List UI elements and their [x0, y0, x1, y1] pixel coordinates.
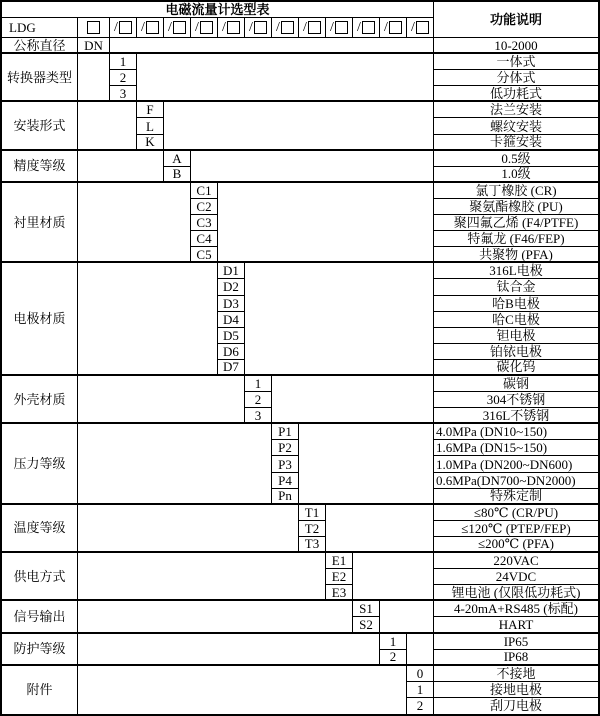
code-cell: T1 [299, 505, 326, 521]
checkbox-icon [146, 21, 159, 34]
code-cell: S1 [353, 601, 380, 617]
function-desc-cell: 24VDC [434, 569, 598, 585]
gap-cell [78, 102, 137, 150]
function-desc-cell: 聚氨酯橡胶 (PU) [434, 199, 598, 215]
checkbox-icon [87, 21, 100, 34]
function-desc-cell: IP65 [434, 634, 598, 650]
section-label: 公称直径 [2, 38, 78, 54]
code-cell: P4 [272, 473, 299, 489]
code-cell: Pn [272, 489, 299, 505]
code-cell: C1 [191, 183, 218, 199]
model-position-cell [299, 18, 326, 38]
spacer-cell [110, 38, 434, 54]
gap-cell [78, 151, 164, 183]
code-cell: F [137, 102, 164, 118]
section-label: 电极材质 [2, 263, 78, 376]
gap-cell [78, 666, 407, 714]
function-desc-cell: 特氟龙 (F46/FEP) [434, 231, 598, 247]
checkbox-icon [227, 21, 240, 34]
function-desc-cell: 碳钢 [434, 376, 598, 392]
function-desc-cell: 接地电极 [434, 682, 598, 698]
spacer-cell [407, 634, 434, 666]
slash-separator: / [276, 19, 280, 35]
slash-separator: / [141, 19, 145, 35]
code-cell: C2 [191, 199, 218, 215]
slash-separator: / [357, 19, 361, 35]
function-desc-cell: 一体式 [434, 54, 598, 70]
model-position-cell [245, 18, 272, 38]
function-desc-cell: 10-2000 [434, 38, 598, 54]
slash-separator: / [195, 19, 199, 35]
gap-cell [78, 54, 110, 102]
function-desc-cell: 低功耗式 [434, 86, 598, 102]
gap-cell [78, 553, 326, 601]
model-lead-box-cell [78, 18, 110, 38]
spacer-cell [299, 424, 434, 504]
code-cell: C5 [191, 247, 218, 263]
code-cell: L [137, 118, 164, 134]
slash-separator: / [168, 19, 172, 35]
function-desc-cell: ≤80℃ (CR/PU) [434, 505, 598, 521]
slash-separator: / [222, 19, 226, 35]
function-desc-cell: 碳化钨 [434, 360, 598, 376]
model-position-cell [326, 18, 353, 38]
code-cell: D5 [218, 328, 245, 344]
checkbox-icon [173, 21, 186, 34]
code-cell: P1 [272, 424, 299, 440]
gap-cell [78, 634, 380, 666]
function-desc-cell: 共聚物 (PFA) [434, 247, 598, 263]
function-desc-cell: 刮刀电极 [489, 698, 542, 714]
code-cell: 1 [380, 634, 407, 650]
gap-cell [78, 183, 191, 263]
code-cell: 3 [245, 408, 272, 424]
code-cell: DN [78, 38, 110, 54]
code-cell: T3 [299, 537, 326, 553]
function-desc-cell: 螺纹安装 [434, 118, 598, 134]
checkbox-icon [335, 21, 348, 34]
code-cell: S2 [353, 617, 380, 633]
function-desc-cell: HART [434, 617, 598, 633]
function-desc-cell: 316L电极 [434, 263, 598, 279]
checkbox-icon [362, 21, 375, 34]
code-cell: D3 [218, 296, 245, 312]
code-cell: 1 [245, 376, 272, 392]
slash-separator: / [411, 19, 415, 35]
function-desc-cell: 4.0MPa (DN10~150) [434, 424, 598, 440]
function-desc-cell: IP68 [434, 650, 598, 666]
function-desc-cell: 哈B电极 [434, 296, 598, 312]
checkbox-icon [416, 21, 429, 34]
code-cell: 1 [407, 682, 434, 698]
model-position-cell [218, 18, 245, 38]
spacer-cell [353, 553, 434, 601]
code-cell: D1 [218, 263, 245, 279]
model-position-cell [353, 18, 380, 38]
section-label: 精度等级 [2, 151, 78, 183]
function-desc-cell: 220VAC [434, 553, 598, 569]
function-desc-cell: 1.0级 [434, 167, 598, 183]
function-column-header: 功能说明 [434, 2, 598, 38]
checkbox-icon [308, 21, 321, 34]
function-desc-cell: 氯丁橡胶 (CR) [434, 183, 598, 199]
function-desc-cell: 不接地 [434, 666, 598, 682]
model-position-cell [191, 18, 218, 38]
function-desc-cell: 304不锈钢 [434, 392, 598, 408]
spacer-cell [191, 151, 434, 183]
code-cell: 0 [407, 666, 434, 682]
model-position-cell [110, 18, 137, 38]
gap-cell [78, 505, 299, 553]
code-cell: D6 [218, 344, 245, 360]
code-cell: B [164, 167, 191, 183]
checkbox-icon [389, 21, 402, 34]
checkbox-icon [200, 21, 213, 34]
code-cell: P3 [272, 456, 299, 472]
code-cell: T2 [299, 521, 326, 537]
code-cell: A [164, 151, 191, 167]
function-desc-cell: 分体式 [434, 70, 598, 86]
section-label: 防护等级 [2, 634, 78, 666]
section-label: 附件 [2, 666, 78, 714]
spacer-cell [218, 183, 434, 263]
function-desc-cell: 卡箍安装 [434, 135, 598, 151]
function-desc-cell: 聚四氟乙烯 (F4/PTFE) [434, 215, 598, 231]
code-cell: 2 [407, 698, 434, 714]
section-label: 信号输出 [2, 601, 78, 633]
code-cell: 2 [380, 650, 407, 666]
spacer-cell [326, 505, 434, 553]
gap-cell [78, 376, 245, 424]
code-cell: C4 [191, 231, 218, 247]
model-position-cell [407, 18, 434, 38]
section-label: 供电方式 [2, 553, 78, 601]
function-desc-cell: 铂铱电极 [434, 344, 598, 360]
checkbox-icon [119, 21, 132, 34]
slash-separator: / [249, 19, 253, 35]
slash-separator: / [303, 19, 307, 35]
function-desc-cell: ≤200℃ (PFA) [434, 537, 598, 553]
code-cell: E3 [326, 585, 353, 601]
function-desc-cell: 1.0MPa (DN200~DN600) [434, 456, 598, 472]
gap-cell [78, 601, 353, 633]
section-label: 外壳材质 [2, 376, 78, 424]
function-desc-cell: 钛合金 [434, 279, 598, 295]
section-label: 衬里材质 [2, 183, 78, 263]
checkbox-icon [281, 21, 294, 34]
function-desc-cell: 0.5级 [434, 151, 598, 167]
model-position-cell [272, 18, 299, 38]
function-desc-cell: 法兰安装 [434, 102, 598, 118]
code-cell: 1 [110, 54, 137, 70]
slash-separator: / [384, 19, 388, 35]
table-title: 电磁流量计选型表 [2, 2, 434, 18]
slash-separator: / [114, 19, 118, 35]
model-position-cell [380, 18, 407, 38]
spacer-cell [245, 263, 434, 376]
slash-separator: / [330, 19, 334, 35]
code-cell: 2 [110, 70, 137, 86]
function-desc-cell: 钽电极 [434, 328, 598, 344]
section-label: 安装形式 [2, 102, 78, 150]
function-desc-cell: ≤120℃ (PTEP/FEP) [434, 521, 598, 537]
function-desc-cell: 4-20mA+RS485 (标配) [434, 601, 598, 617]
gap-cell [78, 424, 272, 504]
code-cell: P2 [272, 440, 299, 456]
section-label: 温度等级 [2, 505, 78, 553]
gap-cell [78, 263, 218, 376]
function-desc-cell: 1.6MPa (DN15~150) [434, 440, 598, 456]
code-cell: E2 [326, 569, 353, 585]
spacer-cell [272, 376, 434, 424]
function-desc-cell: 哈C电极 [434, 312, 598, 328]
section-label: 转换器类型 [2, 54, 78, 102]
code-cell: K [137, 135, 164, 151]
spacer-cell [137, 54, 434, 102]
code-cell: 3 [110, 86, 137, 102]
code-cell: D7 [218, 360, 245, 376]
checkbox-icon [254, 21, 267, 34]
function-desc-cell: 锂电池 (仅限低功耗式) [434, 585, 598, 601]
code-cell: E1 [326, 553, 353, 569]
function-desc-cell: 0.6MPa(DN700~DN2000) [434, 473, 598, 489]
model-position-cell [137, 18, 164, 38]
model-position-cell [164, 18, 191, 38]
section-label: 压力等级 [2, 424, 78, 504]
spacer-cell [164, 102, 434, 150]
spacer-cell [380, 601, 434, 633]
model-prefix-cell: LDG [2, 18, 78, 38]
function-desc-cell: 316L不锈钢 [434, 408, 598, 424]
code-cell: C3 [191, 215, 218, 231]
code-cell: D4 [218, 312, 245, 328]
code-cell: 2 [245, 392, 272, 408]
code-cell: D2 [218, 279, 245, 295]
function-desc-cell: 特殊定制 [434, 489, 598, 505]
